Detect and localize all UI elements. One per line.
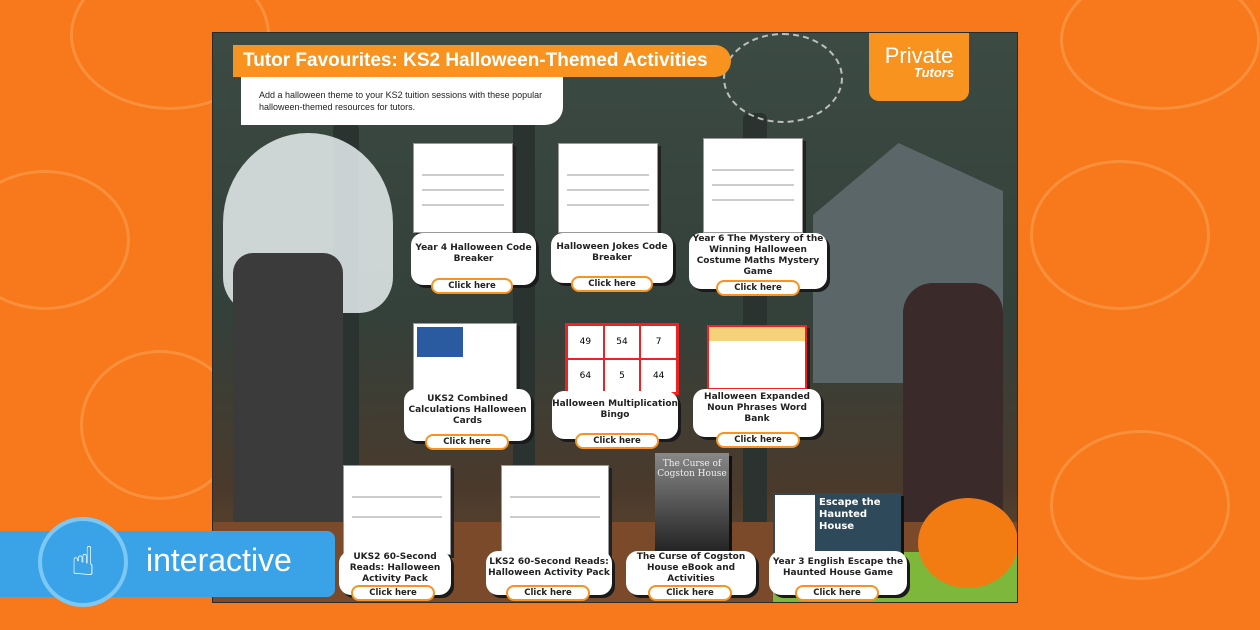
activity-panel — [212, 32, 1018, 603]
bingo-cell: 44 — [640, 359, 677, 393]
interactive-label: interactive — [146, 542, 292, 578]
bingo-cell: 54 — [604, 325, 641, 359]
click-here-button[interactable]: Click here — [648, 585, 732, 601]
resource-thumbnail[interactable] — [501, 465, 609, 555]
click-here-button[interactable]: Click here — [795, 585, 879, 601]
resource-card: Halloween Multiplication Bingo — [552, 391, 678, 439]
spider-web — [723, 33, 843, 123]
resource-card: UKS2 Combined Calculations Halloween Cards — [404, 389, 531, 441]
page-description: Add a halloween theme to your KS2 tuition sessions with these popular halloween-themed resources for tutors. — [241, 77, 563, 125]
resource-card: The Curse of Cogston House eBook and Activities — [626, 551, 756, 595]
resource-card: Halloween Expanded Noun Phrases Word Bank — [693, 389, 821, 437]
click-here-button[interactable]: Click here — [571, 276, 653, 292]
pumpkin-pattern — [0, 170, 130, 310]
bingo-thumbnail[interactable] — [565, 323, 679, 395]
resource-thumbnail[interactable] — [413, 143, 513, 233]
resource-card: LKS2 60-Second Reads: Halloween Activity Pack — [486, 551, 612, 595]
click-here-button[interactable]: Click here — [431, 278, 513, 294]
click-here-button[interactable]: Click here — [351, 585, 435, 601]
pumpkin-pattern — [1050, 430, 1230, 580]
resource-card: Year 4 Halloween Code Breaker — [411, 233, 536, 285]
resource-thumbnail[interactable] — [343, 465, 451, 555]
private-tutors-logo: Private Tutors — [869, 33, 969, 101]
click-here-button[interactable]: Click here — [575, 433, 659, 449]
resource-thumbnail[interactable] — [707, 325, 807, 390]
bingo-cell: 5 — [604, 359, 641, 393]
book-cover-thumbnail[interactable]: The Curse of Cogston House — [655, 453, 729, 553]
pumpkin-pattern — [1060, 0, 1260, 110]
resource-thumbnail[interactable] — [413, 323, 517, 395]
click-here-button[interactable]: Click here — [425, 434, 509, 450]
resource-thumbnail[interactable] — [703, 138, 803, 233]
pumpkin-pattern — [1030, 160, 1210, 310]
resource-card: Year 3 English Escape the Haunted House Game — [769, 551, 907, 595]
resource-thumbnail[interactable] — [558, 143, 658, 233]
bingo-cell: 64 — [567, 359, 604, 393]
bingo-cell: 7 — [640, 325, 677, 359]
tree — [513, 93, 535, 513]
click-here-button[interactable]: Click here — [716, 432, 800, 448]
click-here-button[interactable]: Click here — [506, 585, 590, 601]
page-title: Tutor Favourites: KS2 Halloween-Themed Activities — [233, 45, 731, 77]
click-here-button[interactable]: Click here — [716, 280, 800, 296]
bingo-cell: 49 — [567, 325, 604, 359]
resource-card: Year 6 The Mystery of the Winning Halloween Costume Maths Mystery Game — [689, 233, 827, 289]
resource-card: UKS2 60-Second Reads: Halloween Activity Pack — [339, 551, 451, 595]
frankenstein-illustration — [233, 253, 343, 533]
resource-card: Halloween Jokes Code Breaker — [551, 233, 673, 283]
escape-game-thumbnail[interactable]: Escape the Haunted House — [773, 493, 901, 557]
jack-o-lantern — [918, 498, 1018, 588]
tap-hand-icon: ☝ — [38, 517, 128, 607]
